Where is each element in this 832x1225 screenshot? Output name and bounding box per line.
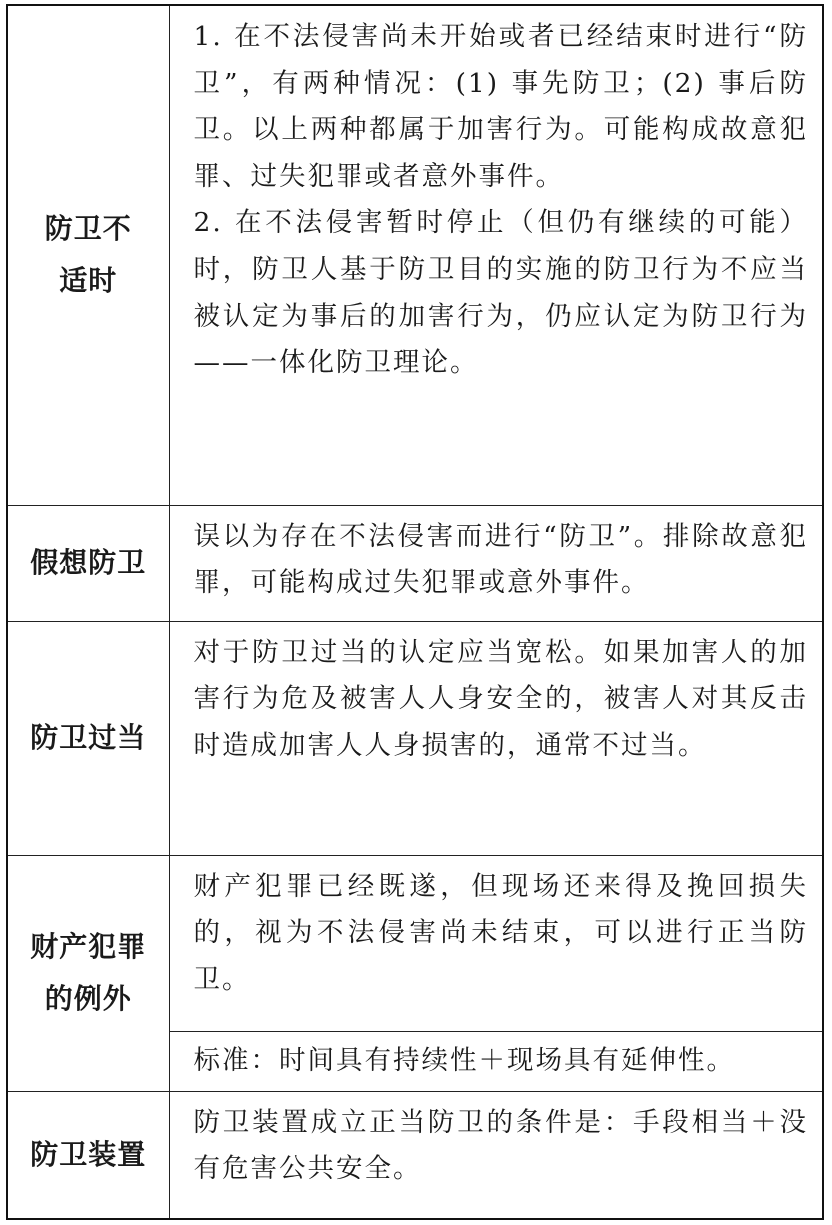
row-label-line: 适时	[59, 264, 118, 298]
row-content-excessive-defense	[169, 621, 823, 855]
table-row	[7, 5, 823, 505]
row-label-line: 防卫过当	[30, 721, 147, 754]
row-label-excessive-defense	[7, 621, 169, 855]
row-label-line: 的例外	[44, 982, 132, 1015]
content-paragraph: 财产犯罪已经既遂，但现场还来得及挽回损失的，视为不法侵害尚未结束，可以进行正当防卫。	[193, 870, 808, 995]
content-paragraph: 误以为存在不法侵害而进行“防卫”。排除故意犯罪，可能构成过失犯罪或意外事件。	[193, 520, 808, 599]
content-paragraph: 防卫装置成立正当防卫的条件是：手段相当＋没有危害公共安全。	[193, 1106, 808, 1185]
row-content-property-crime-exception	[169, 855, 823, 1031]
table-row	[7, 505, 823, 621]
table-row	[7, 1091, 823, 1219]
row-label-property-crime-exception	[7, 855, 169, 1091]
defense-rules-table	[6, 4, 824, 1220]
row-label-line: 财产犯罪	[30, 930, 147, 963]
row-content-property-crime-standard	[169, 1031, 823, 1091]
content-paragraph: 标准：时间具有持续性＋现场具有延伸性。	[193, 1044, 735, 1076]
table-row	[7, 621, 823, 855]
row-content-untimely-defense	[169, 5, 823, 505]
content-paragraph: 2. 在不法侵害暂时停止（但仍有继续的可能）时，防卫人基于防卫目的实施的防卫行为不应当被认定为事后的加害行为，仍应认定为防卫行为——一体化防卫理论。	[193, 207, 808, 379]
row-label-imaginary-defense	[7, 505, 169, 621]
row-label-defense-device	[7, 1091, 169, 1219]
row-label-line: 防卫装置	[30, 1137, 147, 1171]
row-label-line: 假想防卫	[30, 546, 147, 579]
row-content-defense-device	[169, 1091, 823, 1219]
row-label-untimely-defense	[7, 5, 169, 505]
row-content-imaginary-defense	[169, 505, 823, 621]
table-row	[7, 855, 823, 1031]
content-paragraph: 1. 在不法侵害尚未开始或者已经结束时进行“防卫”，有两种情况：(1) 事先防卫；(2) 事后防卫。以上两种都属于加害行为。可能构成故意犯罪、过失犯罪或者意外事件。	[193, 21, 808, 192]
content-paragraph: 对于防卫过当的认定应当宽松。如果加害人的加害行为危及被害人人身安全的，被害人对其反击时造成加害人人身损害的，通常不过当。	[193, 636, 808, 761]
row-label-line: 防卫不	[44, 212, 132, 246]
